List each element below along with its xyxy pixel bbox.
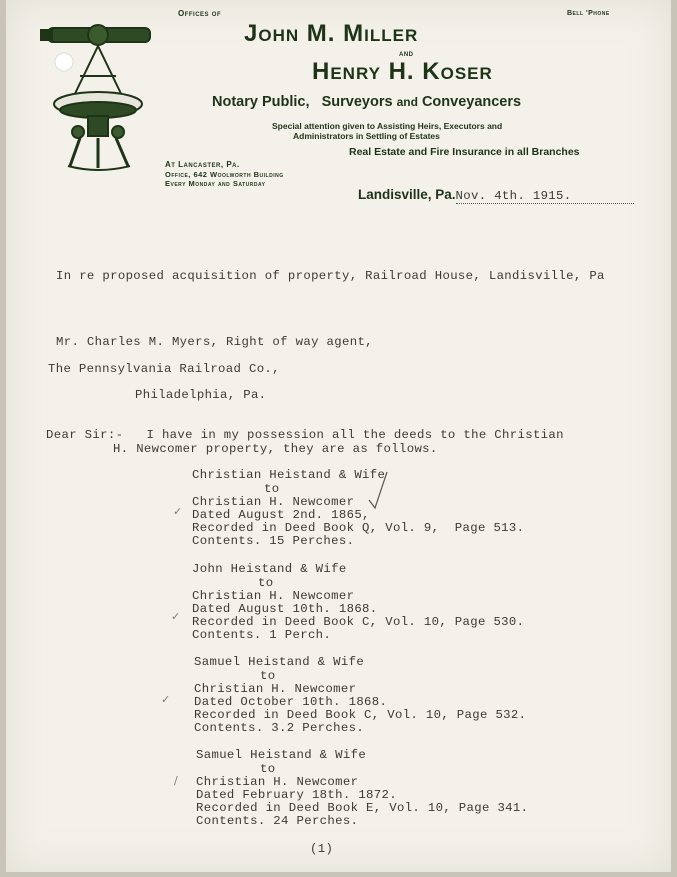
page-number: (1): [310, 842, 334, 856]
deed-recorded: Recorded in Deed Book E, Vol. 10, Page 341.: [196, 801, 529, 815]
deed-to: to: [264, 482, 280, 496]
name-henry-koser: Henry H. Koser: [312, 58, 493, 85]
deed-grantor: John Heistand & Wife: [192, 562, 347, 576]
place: Landisville, Pa.: [358, 187, 456, 202]
lancaster-line-3: Every Monday and Saturday: [165, 179, 266, 188]
real-estate-line: Real Estate and Fire Insurance in all Branches: [349, 146, 580, 158]
deed-dated: Dated August 2nd. 1865,: [192, 508, 370, 522]
deed-grantor: Christian Heistand & Wife: [192, 468, 386, 482]
deed-contents: Contents. 24 Perches.: [196, 814, 359, 828]
name-john-miller: John M. Miller: [244, 20, 419, 47]
place-date: [358, 187, 634, 204]
surveyors: Surveyors: [321, 94, 393, 110]
deed-contents: Contents. 1 Perch.: [192, 628, 332, 642]
addressee-line-2: The Pennsylvania Railroad Co.,: [48, 362, 280, 376]
offices-of-label: Offices of: [178, 9, 222, 18]
check-mark: ✓: [171, 610, 181, 623]
deed-dated: Dated February 18th. 1872.: [196, 788, 397, 802]
lancaster-line-2: Office, 642 Woolworth Building: [165, 170, 284, 179]
services-and: and: [396, 95, 418, 109]
deed-to: to: [260, 762, 276, 776]
deed-grantee: Christian H. Newcomer: [192, 495, 355, 509]
deed-grantee: Christian H. Newcomer: [194, 682, 357, 696]
and-label: and: [399, 49, 414, 58]
check-mark: /: [174, 774, 178, 787]
theodolite-icon: [40, 16, 160, 176]
addressee-line-1: Mr. Charles M. Myers, Right of way agent,: [56, 335, 373, 349]
lancaster-line-1: At Lancaster, Pa.: [165, 160, 240, 169]
deed-contents: Contents. 15 Perches.: [192, 534, 355, 548]
deed-contents: Contents. 3.2 Perches.: [194, 721, 365, 735]
check-mark: ✓: [173, 505, 183, 518]
deed-to: to: [260, 669, 276, 683]
addressee-line-3: Philadelphia, Pa.: [135, 388, 267, 402]
deed-dated: Dated August 10th. 1868.: [192, 602, 378, 616]
deed-dated: Dated October 10th. 1868.: [194, 695, 388, 709]
services-line: [212, 94, 521, 110]
conveyancers: Conveyancers: [421, 94, 522, 110]
deed-grantor: Samuel Heistand & Wife: [196, 748, 367, 762]
check-mark: [367, 470, 389, 510]
letter-page: [6, 0, 671, 872]
special-line-1: Special attention given to Assisting Heirs, Executors and: [272, 121, 503, 131]
check-mark: ✓: [161, 693, 171, 706]
subject-line: In re proposed acquisition of property, Railroad House, Landisville, Pa: [56, 269, 605, 283]
salutation-cont: H. Newcomer property, they are as follows.: [113, 442, 438, 456]
salutation: Dear Sir:- I have in my possession all the deeds to the Christian: [46, 428, 564, 442]
deed-grantor: Samuel Heistand & Wife: [194, 655, 365, 669]
date: Nov. 4th. 1915.: [456, 189, 634, 204]
deed-grantee: Christian H. Newcomer: [192, 589, 355, 603]
deed-grantee: Christian H. Newcomer: [196, 775, 359, 789]
notary-public: Notary Public,: [212, 94, 310, 110]
deed-recorded: Recorded in Deed Book C, Vol. 10, Page 530.: [192, 615, 525, 629]
bell-phone-label: Bell 'Phone: [567, 10, 610, 17]
special-line-2: Administrators in Settling of Estates: [293, 131, 440, 141]
deed-recorded: Recorded in Deed Book Q, Vol. 9, Page 513.: [192, 521, 525, 535]
deed-to: to: [258, 576, 274, 590]
deed-recorded: Recorded in Deed Book C, Vol. 10, Page 532.: [194, 708, 527, 722]
